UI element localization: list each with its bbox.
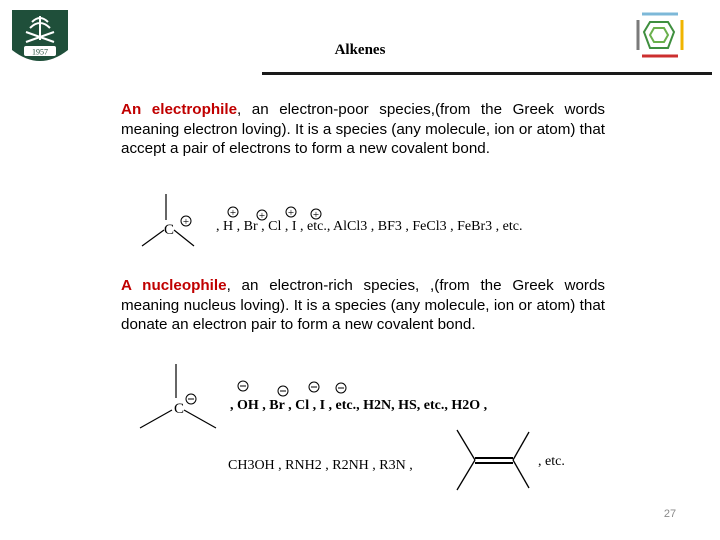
- carbocation-structure: [138, 192, 198, 252]
- page-number: 27: [663, 508, 677, 520]
- electrophile-paragraph: [121, 100, 605, 159]
- nucleophile-definition: , an electron-rich species, ,(from the Greek words meaning nucleus loving). It is a species (any molecule, ion or atom) that donate an electron pair to form a new covalent bond.: [121, 277, 605, 333]
- electrophile-definition: , an electron-poor species,(from the Greek words meaning electron loving). It is a species (any molecule, ion or atom) that accept a pair of electrons to form a new covalent bond.: [121, 101, 605, 157]
- carbanion-carbon: C: [173, 401, 185, 417]
- nucleophile-term: A nucleophile: [121, 277, 227, 294]
- nucleophile-etc: , etc.: [538, 454, 565, 469]
- nucleophile-paragraph: [121, 276, 605, 335]
- electrophile-examples: , H , Br , Cl , I , etc., AlCl3 , BF3 , FeCl3 , FeBr3 , etc.: [216, 219, 523, 234]
- svg-text:+: +: [182, 216, 190, 228]
- logo-year: 1957: [32, 47, 48, 57]
- university-logo: [8, 6, 72, 70]
- title-rule: [262, 72, 712, 75]
- alkene-structure: [455, 428, 535, 492]
- electrophile-term: An electrophile: [121, 101, 238, 118]
- svg-text:+: +: [258, 210, 266, 221]
- carbanion-structure: [136, 362, 218, 432]
- negative-charge-marks: [230, 378, 350, 398]
- svg-text:+: +: [312, 209, 320, 221]
- nucleophile-examples-line1: , OH , Br , Cl , I , etc., H2N, HS, etc., H2O ,: [230, 398, 488, 413]
- nucleophile-examples-line2: CH3OH , RNH2 , R2NH , R3N ,: [228, 458, 413, 473]
- svg-text:+: +: [287, 207, 295, 219]
- carbocation-carbon: C: [163, 222, 175, 238]
- page-title: Alkenes: [334, 42, 386, 58]
- svg-text:+: +: [229, 207, 237, 219]
